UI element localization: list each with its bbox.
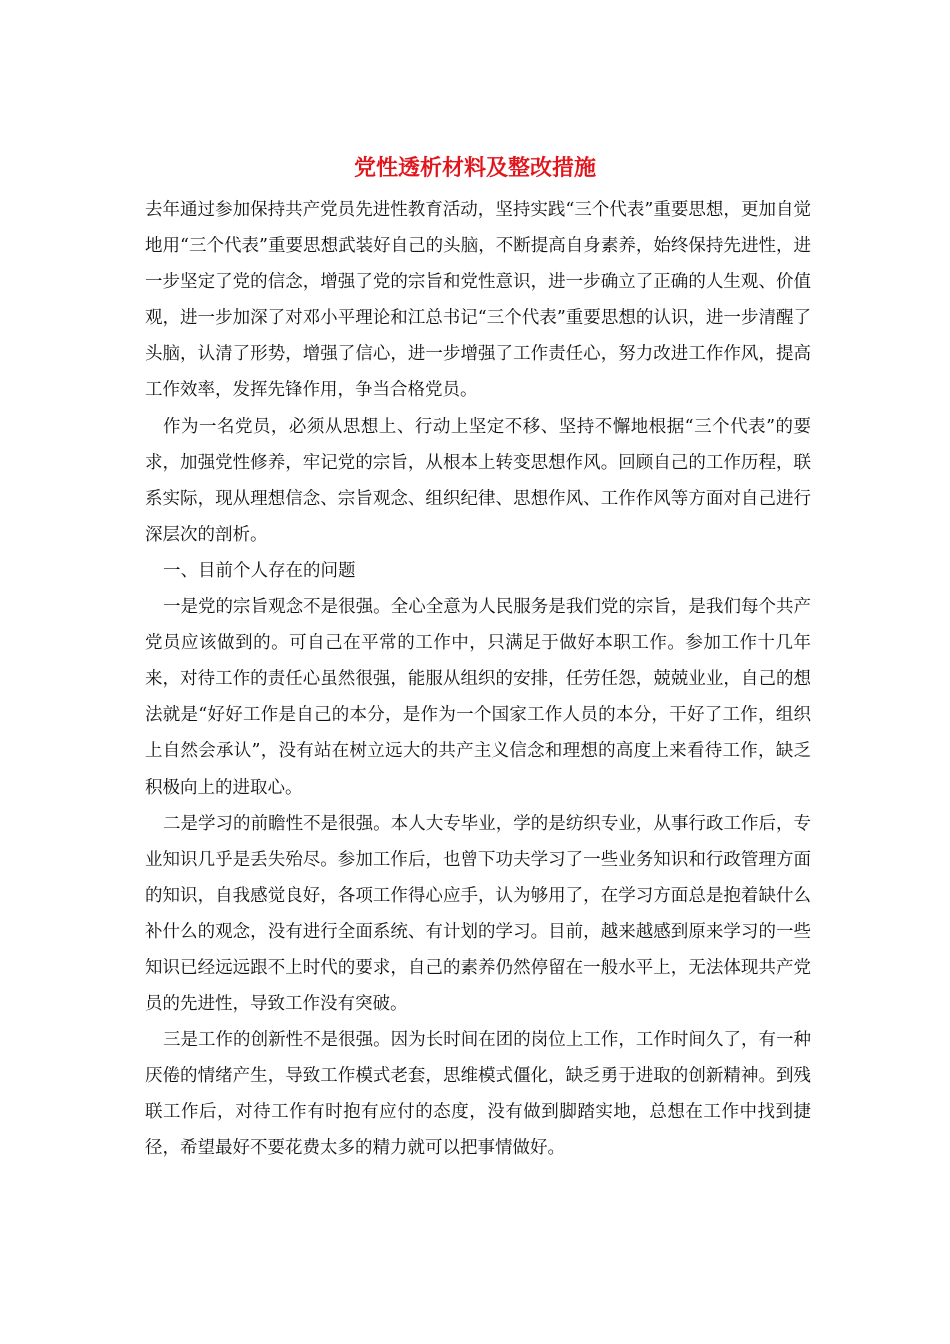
- document-body: [145, 192, 811, 1167]
- document-title: 党性透析材料及整改措施: [353, 155, 596, 181]
- paragraph-role: 作为一名党员，必须从思想上、行动上坚定不移、坚持不懈地根据“三个代表”的要求，加强党性修养，牢记党的宗旨，从根本上转变思想作风。回顾自己的工作历程，联系实际，现从理想信念、宗旨观念、组织纪律、思想作风、工作作风等方面对自己进行深层次的剖析。: [145, 416, 811, 545]
- paragraph-problem-2: 二是学习的前瞻性不是很强。本人大专毕业，学的是纺织专业，从事行政工作后，专业知识几乎是丢失殆尽。参加工作后，也曾下功夫学习了一些业务知识和行政管理方面的知识，自我感觉良好，各项工作得心应手，认为够用了，在学习方面总是抱着缺什么补什么的观念，没有进行全面系统、有计划的学习。目前，越来越感到原来学习的一些知识已经远远跟不上时代的要求，自己的素养仍然停留在一般水平上，无法体现共产党员的先进性，导致工作没有突破。: [145, 813, 811, 1015]
- paragraph-problem-1: 一是党的宗旨观念不是很强。全心全意为人民服务是我们党的宗旨，是我们每个共产党员应该做到的。可自己在平常的工作中，只满足于做好本职工作。参加工作十几年来，对待工作的责任心虽然很强，能服从组织的安排，任劳任怨，兢兢业业，自己的想法就是“好好工作是自己的本分，是作为一个国家工作人员的本分，干好了工作，组织上自然会承认”，没有站在树立远大的共产主义信念和理想的高度上来看待工作，缺乏积极向上的进取心。: [145, 597, 811, 798]
- section-heading: 一、目前个人存在的问题: [163, 560, 356, 581]
- paragraph-problem-3: 三是工作的创新性不是很强。因为长时间在团的岗位上工作，工作时间久了，有一种厌倦的情绪产生，导致工作模式老套，思维模式僵化，缺乏勇于进取的创新精神。到残联工作后，对待工作有时抱有应付的态度，没有做到脚踏实地，总想在工作中找到捷径，希望最好不要花费太多的精力就可以把事情做好。: [145, 1030, 811, 1159]
- paragraph-intro: 去年通过参加保持共产党员先进性教育活动，坚持实践“三个代表”重要思想，更加自觉地用“三个代表”重要思想武装好自己的头脑，不断提高自身素养，始终保持先进性，进一步坚定了党的信念，增强了党的宗旨和党性意识，进一步确立了正确的人生观、价值观，进一步加深了对邓小平理论和江总书记“三个代表”重要思想的认识，进一步清醒了头脑，认清了形势，增强了信心，进一步增强了工作责任心，努力改进工作作风，提高工作效率，发挥先锋作用，争当合格党员。: [145, 200, 811, 401]
